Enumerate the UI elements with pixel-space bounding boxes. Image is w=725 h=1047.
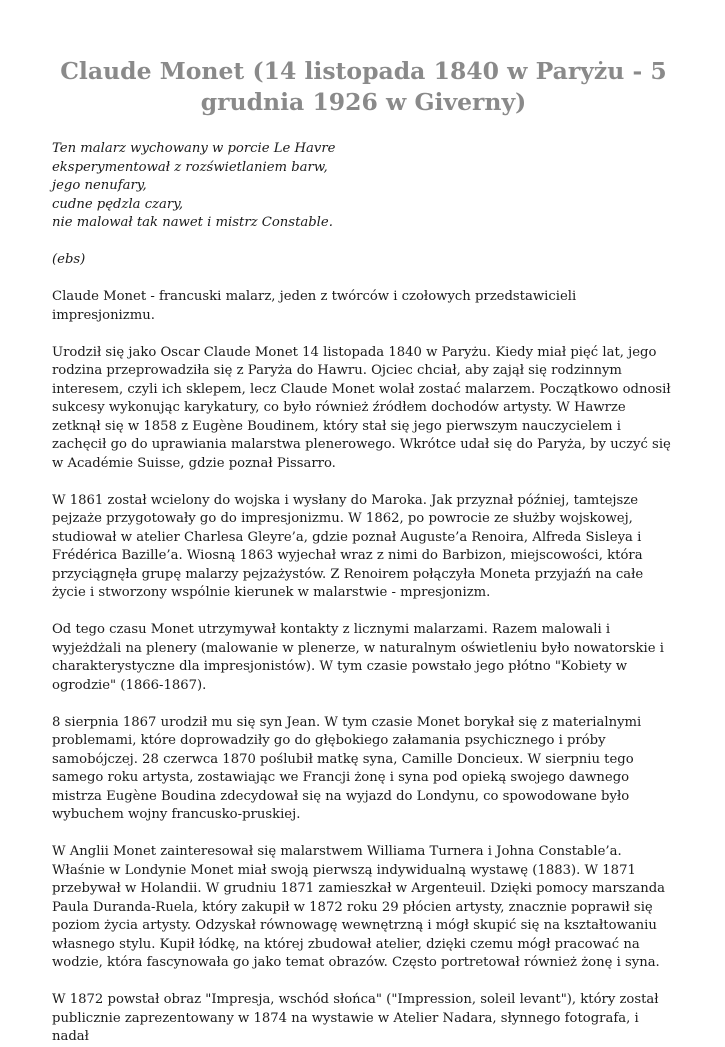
poem-credit: (ebs)	[52, 252, 86, 267]
paragraph-family: 8 sierpnia 1867 urodził mu się syn Jean. W tym czasie Monet borykał się z materialnymi problemami, które doprowadziły go do głębokiego załamania psychicznego i próby samobójczej. 28 czerwca 1870 poślubił matkę syna, Camille Doncieux. W sierpniu tego samego roku artysta, zostawiając we Francji żonę i syna pod opieką swojego dawnego mistrza Eugène Boudina zdecydował się na wyjazd do Londynu, co spowodowane było wybuchem wojny francusko-pruskiej.	[52, 714, 642, 822]
poem-line: Ten malarz wychowany w porcie Le Havre	[52, 141, 336, 156]
paragraph-contacts: Od tego czasu Monet utrzymywał kontakty z licznymi malarzami. Razem malowali i wyjeżdżali na plenery (malowanie w plenerze, w naturalnym oświetleniu było nowatorskie i charakterystyczne dla impresjonistów). W tym czasie powstało jego płótno "Kobiety w ogrodzie" (1866-1867).	[52, 622, 664, 693]
poem-line: jego nenufary,	[52, 178, 147, 193]
paragraph-military: W 1861 został wcielony do wojska i wysłany do Maroka. Jak przyznał później, tamtejsze pejzaże przygotowały go do impresjonizmu. W 1862, po powrocie ze służby wojskowej, studiował w atelier Charlesa Gleyre’a, gdzie poznał Auguste’a Renoira, Alfreda Sisleya i Frédérica Bazille’a. Wiosną 1863 wyjechał wraz z nimi do Barbizon, miejscowości, która przyciągnęła grupę malarzy pejzażystów. Z Renoirem połączyła Moneta przyjaźń na całe życie i stworzony wspólnie kierunek w malarstwie - mpresjonizm.	[52, 492, 644, 600]
poem-line: eksperymentował z rozświetlaniem barw,	[52, 159, 328, 175]
paragraph-impression: W 1872 powstał obraz "Impresja, wschód słońca" ("Impression, soleil levant"), który został publicznie zaprezentowany w 1874 na wystawie w Atelier Nadara, słynnego fotografa, i nadał	[52, 992, 659, 1044]
page-title: Claude Monet (14 listopada 1840 w Paryżu - 5 grudnia 1926 w Giverny)	[60, 57, 667, 116]
paragraph-england: W Anglii Monet zainteresował się malarstwem Williama Turnera i Johna Constable’a. Właśnie w Londynie Monet miał swoją pierwszą indywidualną wystawę (1883). W 1871 przebywał w Holandii. W grudniu 1871 zamieszkał w Argenteuil. Dzięki pomocy marszanda Paula Duranda-Ruela, który zakupił w 1872 roku 29 płócien artysty, znacznie poprawił się poziom życia artysty. Odzyskał równowagę wewnętrzną i mógł skupić się na kształtowaniu własnego stylu. Kupił łódkę, na której zbudował atelier, dzięki czemu mógł pracować na wodzie, która fascynowała go jako temat obrazów. Często portretował również żonę i syna.	[52, 844, 666, 970]
poem	[52, 140, 675, 233]
paragraph-early-life: Urodził się jako Oscar Claude Monet 14 listopada 1840 w Paryżu. Kiedy miał pięć lat, jego rodzina przeprowadziła się z Paryża do Hawru. Ojciec chciał, aby zajął się rodzinnym interesem, czyli ich sklepem, lecz Claude Monet wolał zostać malarzem. Początkowo odnosił sukcesy wykonując karykatury, co było również źródłem dochodów artysty. W Hawrze zetknął się w 1858 z Eugène Boudinem, który stał się jego pierwszym nauczycielem i zachęcił go do uprawiania malarstwa plenerowego. Wkrótce udał się do Paryża, by uczyć się w Académie Suisse, gdzie poznał Pissarro.	[52, 344, 671, 471]
poem-line: nie malował tak nawet i mistrz Constable.	[52, 215, 333, 230]
poem-line: cudne pędzla czary,	[52, 196, 184, 212]
paragraph-intro: Claude Monet - francuski malarz, jeden z twórców i czołowych przedstawicieli impresjonizmu.	[52, 289, 577, 323]
